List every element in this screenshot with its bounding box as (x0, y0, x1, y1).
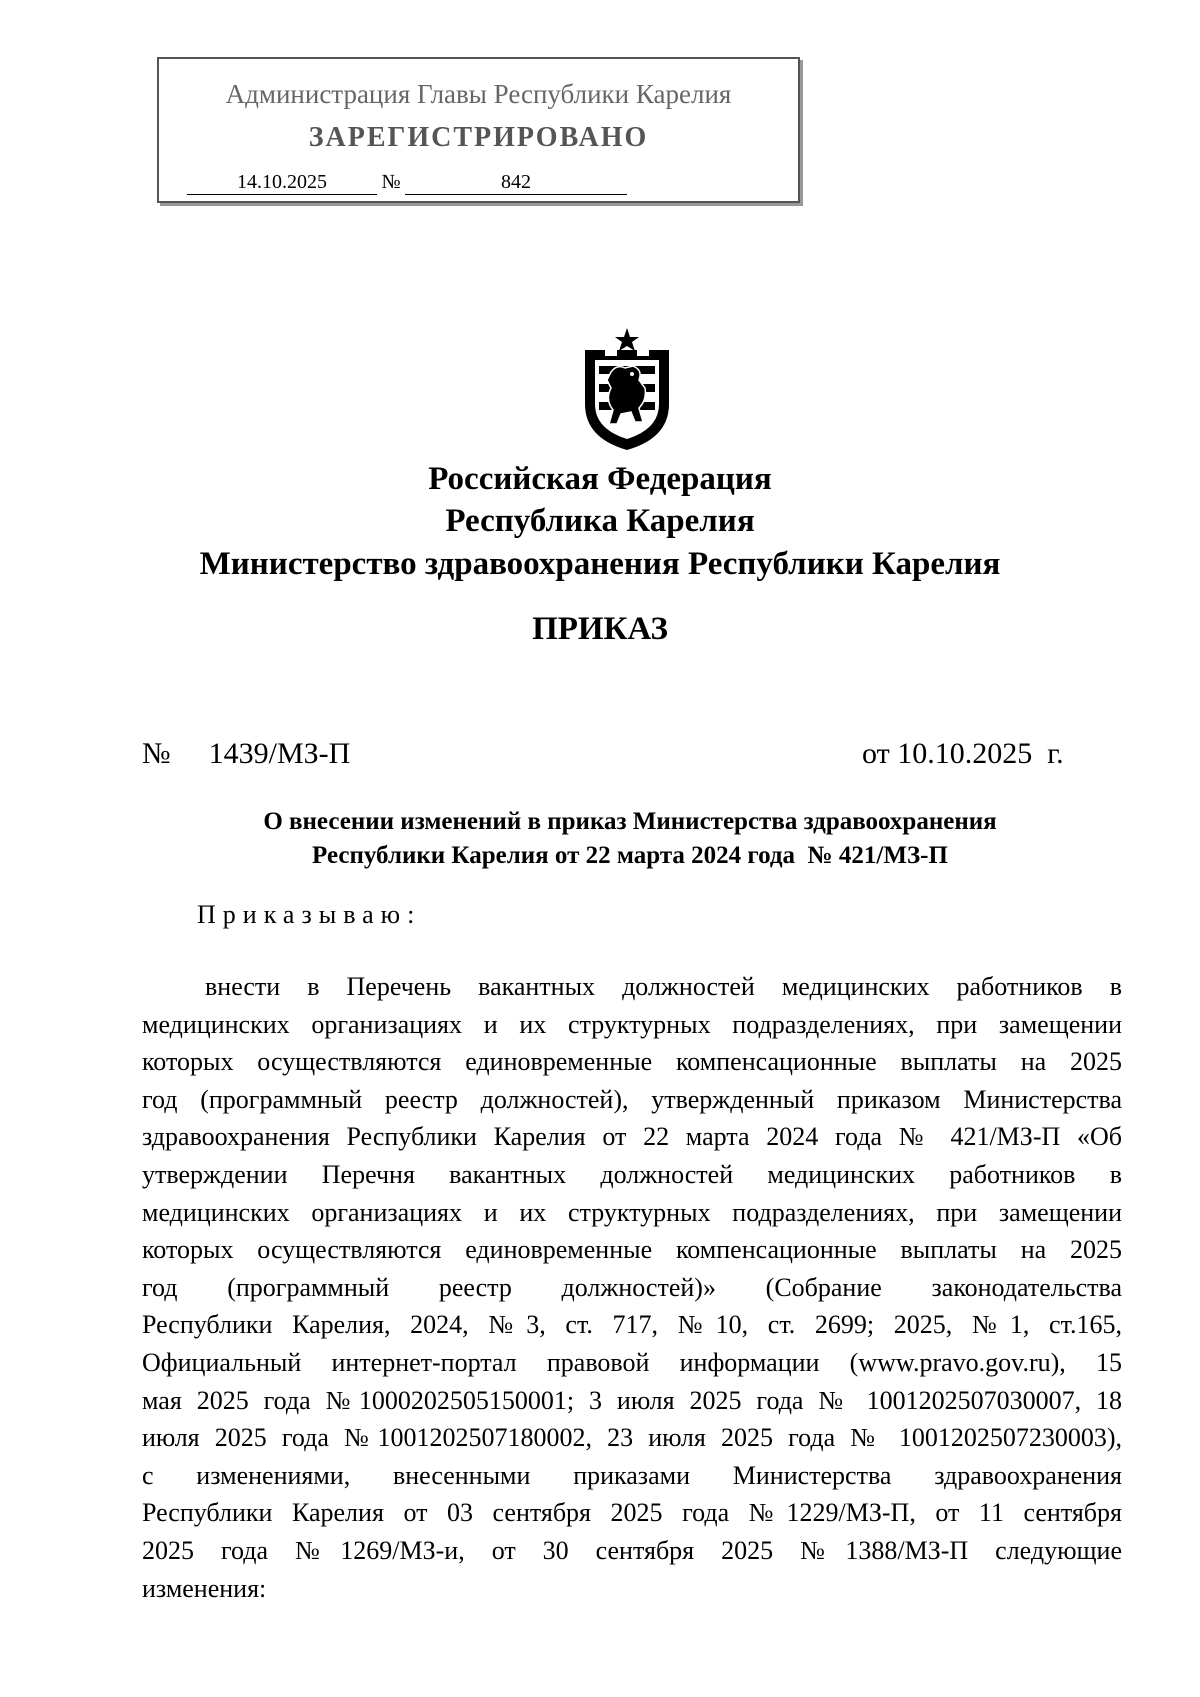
registration-stamp (157, 57, 800, 203)
body-line: год (программный реестр должностей)» (Собрание законодательства (142, 1272, 1122, 1302)
body-line: июля 2025 года №1001202507180002, 23 июля 2025 года № 1001202507230003), (142, 1423, 1122, 1453)
body-line: которых осуществляются единовременные компенсационные выплаты на 2025 (142, 1235, 1122, 1265)
stamp-number: 842 (405, 171, 627, 195)
stamp-registration-row (187, 171, 627, 195)
body-line: Республики Карелия, 2024, №3, ст. 717, №10, ст. 2699; 2025, №1, ст.165, (142, 1310, 1122, 1340)
body-line: год (программный реестр должностей), утвержденный приказом Министерства (142, 1084, 1122, 1114)
stamp-status: ЗАРЕГИСТРИРОВАНО (308, 122, 649, 153)
body-line: Республики Карелия от 03 сентября 2025 года №1229/МЗ-П, от 11 сентября (142, 1498, 1122, 1528)
stamp-number-sign: № (381, 171, 401, 193)
header-republic: Республика Карелия (445, 503, 755, 539)
header-country: Российская Федерация (428, 461, 772, 497)
stamp-date: 14.10.2025 (187, 171, 377, 195)
body-line: 2025 года №1269/МЗ-и, от 30 сентября 2025 №1388/МЗ-П следующие (142, 1535, 1122, 1565)
body-line: Официальный интернет-портал правовой информации (www.pravo.gov.ru), 15 (142, 1347, 1122, 1377)
body-line: изменения: (142, 1573, 267, 1603)
subject-line: О внесении изменений в приказ Министерства здравоохранения (263, 808, 997, 835)
body-line: мая 2025 года №1000202505150001; 3 июля 2025 года № 1001202507030007, 18 (142, 1385, 1122, 1415)
order-date: от 10.10.2025 г. (862, 737, 1064, 770)
body-line: которых осуществляются единовременные компенсационные выплаты на 2025 (142, 1047, 1122, 1077)
order-body (142, 968, 1122, 1607)
stamp-organization: Администрация Главы Республики Карелия (225, 79, 732, 109)
subject-line: Республики Карелия от 22 марта 2024 года № 421/МЗ-П (312, 842, 948, 869)
order-number (142, 737, 350, 771)
header-ministry: Министерство здравоохранения Республики Карелия (199, 546, 1001, 582)
order-number-value: 1439/МЗ-П (208, 737, 351, 770)
body-line: медицинских организациях и их структурных подразделениях, при замещении (142, 1197, 1122, 1227)
directive: Приказываю: (197, 900, 422, 929)
order-subject (0, 805, 1200, 873)
body-line: внести в Перечень вакантных должностей медицинских работников в (205, 972, 1122, 1001)
document-type: ПРИКАЗ (532, 611, 668, 647)
body-line: с изменениями, внесенными приказами Министерства здравоохранения (142, 1460, 1122, 1490)
karelia-coat-of-arms-icon (577, 326, 677, 452)
body-line: медицинских организациях и их структурных подразделениях, при замещении (142, 1009, 1122, 1039)
body-line: утверждении Перечня вакантных должностей медицинских работников в (142, 1159, 1122, 1189)
body-line: здравоохранения Республики Карелия от 22 марта 2024 года № 421/МЗ-П «Об (142, 1122, 1122, 1152)
order-number-sign: № (142, 737, 171, 770)
